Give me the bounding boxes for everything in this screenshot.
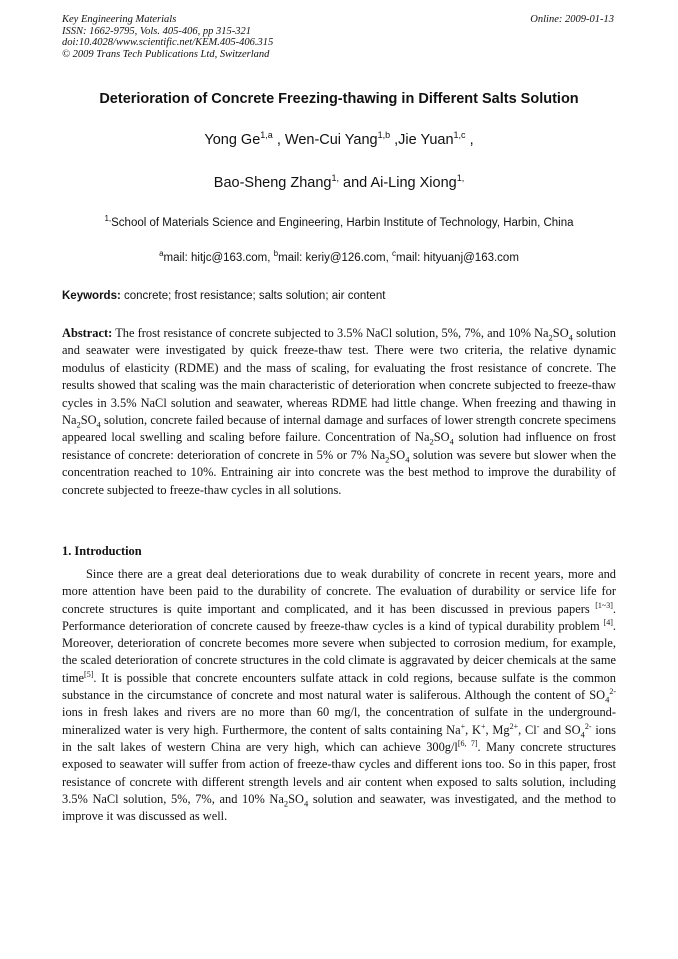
author-name: Ai-Ling Xiong bbox=[370, 175, 457, 191]
journal-issn: ISSN: 1662-9795, Vols. 405-406, pp 315-321 bbox=[62, 25, 251, 37]
citation: [4] bbox=[603, 617, 613, 627]
author-separator: and bbox=[339, 175, 371, 191]
section-heading: 1. Introduction bbox=[62, 544, 142, 558]
subscript: 2 bbox=[548, 332, 553, 343]
body-text: , Cl bbox=[518, 722, 537, 737]
body-text: . Moreover, deterioration of concrete becomes more severe when subjected to corrosion medium, for example, the scaled deterioration of concrete structures in the cold climate is aggravated by deicer chemicals at the same time bbox=[62, 618, 616, 685]
author-affil-mark: 1, bbox=[331, 173, 339, 184]
author-line-1 bbox=[40, 132, 638, 148]
journal-header bbox=[62, 14, 616, 60]
author-separator: , bbox=[465, 132, 474, 148]
author-separator: , bbox=[272, 132, 285, 148]
superscript: + bbox=[480, 721, 486, 731]
abstract-text: The frost resistance of concrete subjected to 3.5% NaCl solution, 5%, 7%, and 10% Na bbox=[112, 326, 549, 340]
subscript: 4 bbox=[96, 419, 101, 430]
journal-doi: doi:10.4028/www.scientific.net/KEM.405-406.315 bbox=[62, 37, 274, 48]
keywords-text: concrete; frost resistance; salts solution; air content bbox=[120, 290, 386, 302]
subscript: 4 bbox=[405, 454, 410, 465]
paper-title: Deterioration of Concrete Freezing-thawing in Different Salts Solution bbox=[99, 91, 579, 107]
email-text: mail: keriy@126.com, bbox=[278, 252, 393, 264]
abstract-text: solution was severe but slower when the concentration reached to 10%. Entraining air into concrete was the best method to improve the durability of concrete subjected to freeze-thaw cycles in all solutions. bbox=[62, 447, 616, 497]
abstract-label: Abstract: bbox=[62, 326, 113, 340]
superscript: 2+ bbox=[509, 721, 519, 731]
citation: [5] bbox=[84, 669, 94, 679]
subscript: 4 bbox=[580, 729, 585, 740]
author-name: Yong Ge bbox=[204, 132, 261, 148]
journal-copyright: © 2009 Trans Tech Publications Ltd, Switzerland bbox=[62, 48, 270, 60]
intro-paragraph bbox=[62, 566, 616, 825]
superscript: 2- bbox=[609, 686, 616, 696]
author-separator: , bbox=[390, 132, 399, 148]
keywords-label: Keywords: bbox=[62, 290, 121, 302]
subscript: 4 bbox=[605, 694, 610, 705]
author-name: Jie Yuan bbox=[398, 132, 454, 148]
abstract-text: SO bbox=[552, 326, 569, 340]
author-line-2 bbox=[40, 175, 638, 191]
subscript: 2 bbox=[385, 454, 390, 465]
author-affil-mark: 1,b bbox=[377, 130, 391, 141]
email-mark: c bbox=[392, 249, 397, 259]
superscript: - bbox=[536, 721, 540, 731]
author-name: Wen-Cui Yang bbox=[284, 132, 378, 148]
email-mark: a bbox=[159, 249, 164, 259]
affiliation bbox=[40, 214, 638, 229]
subscript: 2 bbox=[283, 798, 289, 809]
body-text: SO bbox=[288, 791, 304, 806]
subscript: 2 bbox=[76, 419, 81, 430]
author-emails bbox=[40, 249, 638, 264]
abstract-text: solution had influence on frost resistance of concrete: deterioration of concrete in 5% or 7% Na bbox=[62, 430, 616, 462]
body-text: . Many concrete structures exposed to seawater will suffer from action of freeze-thaw cycles and different ions too. So in this paper, frost resistance of concrete with different strength levels and air content when exposed to salts solution, including 3.5% NaCl solution, 5%, 7%, and 10% Na bbox=[62, 739, 616, 806]
body-text: Since there are a great deal deteriorations due to weak durability of concrete in recent years, more and more attention have been paid to the durability of concrete. The evaluation of durability or service life for concrete structures is quite important and complicated, and it has been discussed in previous papers bbox=[62, 567, 616, 616]
author-affil-mark: 1, bbox=[456, 173, 465, 184]
abstract bbox=[62, 325, 616, 499]
email-text: mail: hityuanj@163.com bbox=[396, 252, 519, 264]
affiliation-mark: 1, bbox=[104, 214, 112, 224]
body-text: , K bbox=[465, 722, 481, 737]
citation: [1~3] bbox=[595, 600, 613, 610]
abstract-text: solution and seawater were investigated by quick freeze-thaw test. There were two criteria, the relative dynamic modulus of elasticity (RDME) and the mass of scaling, for evaluating the frost resistance of concrete. The results showed that scaling was the main characteristic of deterioration when concrete subjected to freeze-thaw cycles in 3.5% NaCl solution and seawater, whereas RDME had little change. When freezing and thawing in Na bbox=[62, 326, 617, 428]
superscript: + bbox=[460, 721, 466, 731]
author-affil-mark: 1,c bbox=[453, 130, 466, 141]
body-text: and SO bbox=[539, 722, 581, 737]
affiliation-text: School of Materials Science and Engineering, Harbin Institute of Technology, Harbin, China bbox=[111, 217, 574, 229]
body-text: . Performance deterioration of concrete caused by freeze-thaw cycles is a kind of typical durability problem bbox=[62, 601, 616, 633]
author-affil-mark: 1,a bbox=[260, 130, 273, 141]
author-name: Bao-Sheng Zhang bbox=[213, 175, 332, 191]
superscript: 2- bbox=[584, 721, 592, 731]
subscript: 2 bbox=[429, 436, 434, 447]
citation: [6, 7] bbox=[457, 738, 478, 748]
journal-name: Key Engineering Materials bbox=[62, 14, 177, 25]
keywords bbox=[62, 290, 616, 302]
subscript: 4 bbox=[303, 798, 309, 809]
online-date: Online: 2009-01-13 bbox=[530, 14, 614, 25]
body-text: , Mg bbox=[485, 722, 510, 737]
subscript: 4 bbox=[449, 436, 454, 447]
abstract-text: SO bbox=[389, 447, 406, 462]
abstract-text: solution, concrete failed because of internal damage and surfaces of lower strength concrete specimens appeared local swelling and scaling before failure. Concentration of Na bbox=[62, 413, 616, 445]
abstract-text: SO bbox=[433, 430, 450, 445]
abstract-text: SO bbox=[80, 413, 97, 428]
email-mark: b bbox=[273, 249, 279, 259]
body-text: ions in the salt lakes of western China are very high, which can achieve 300g/l bbox=[62, 722, 616, 754]
body-text: ions in fresh lakes and rivers are no more than 60 mg/l, the concentration of sulfate in the underground-mineralized water is very high. Furthermore, the content of salts containing Na bbox=[62, 705, 616, 737]
email-text: mail: hitjc@163.com, bbox=[163, 252, 274, 264]
subscript: 4 bbox=[568, 332, 573, 343]
body-text: solution and seawater, was investigated, and the method to improve it was discussed as well. bbox=[62, 791, 616, 824]
body-text: . It is possible that concrete encounters sulfate attack in cold regions, because sulfate is the common substance in the circumstance of concrete and most natural water is saliferous. Although the content of SO bbox=[62, 670, 616, 703]
